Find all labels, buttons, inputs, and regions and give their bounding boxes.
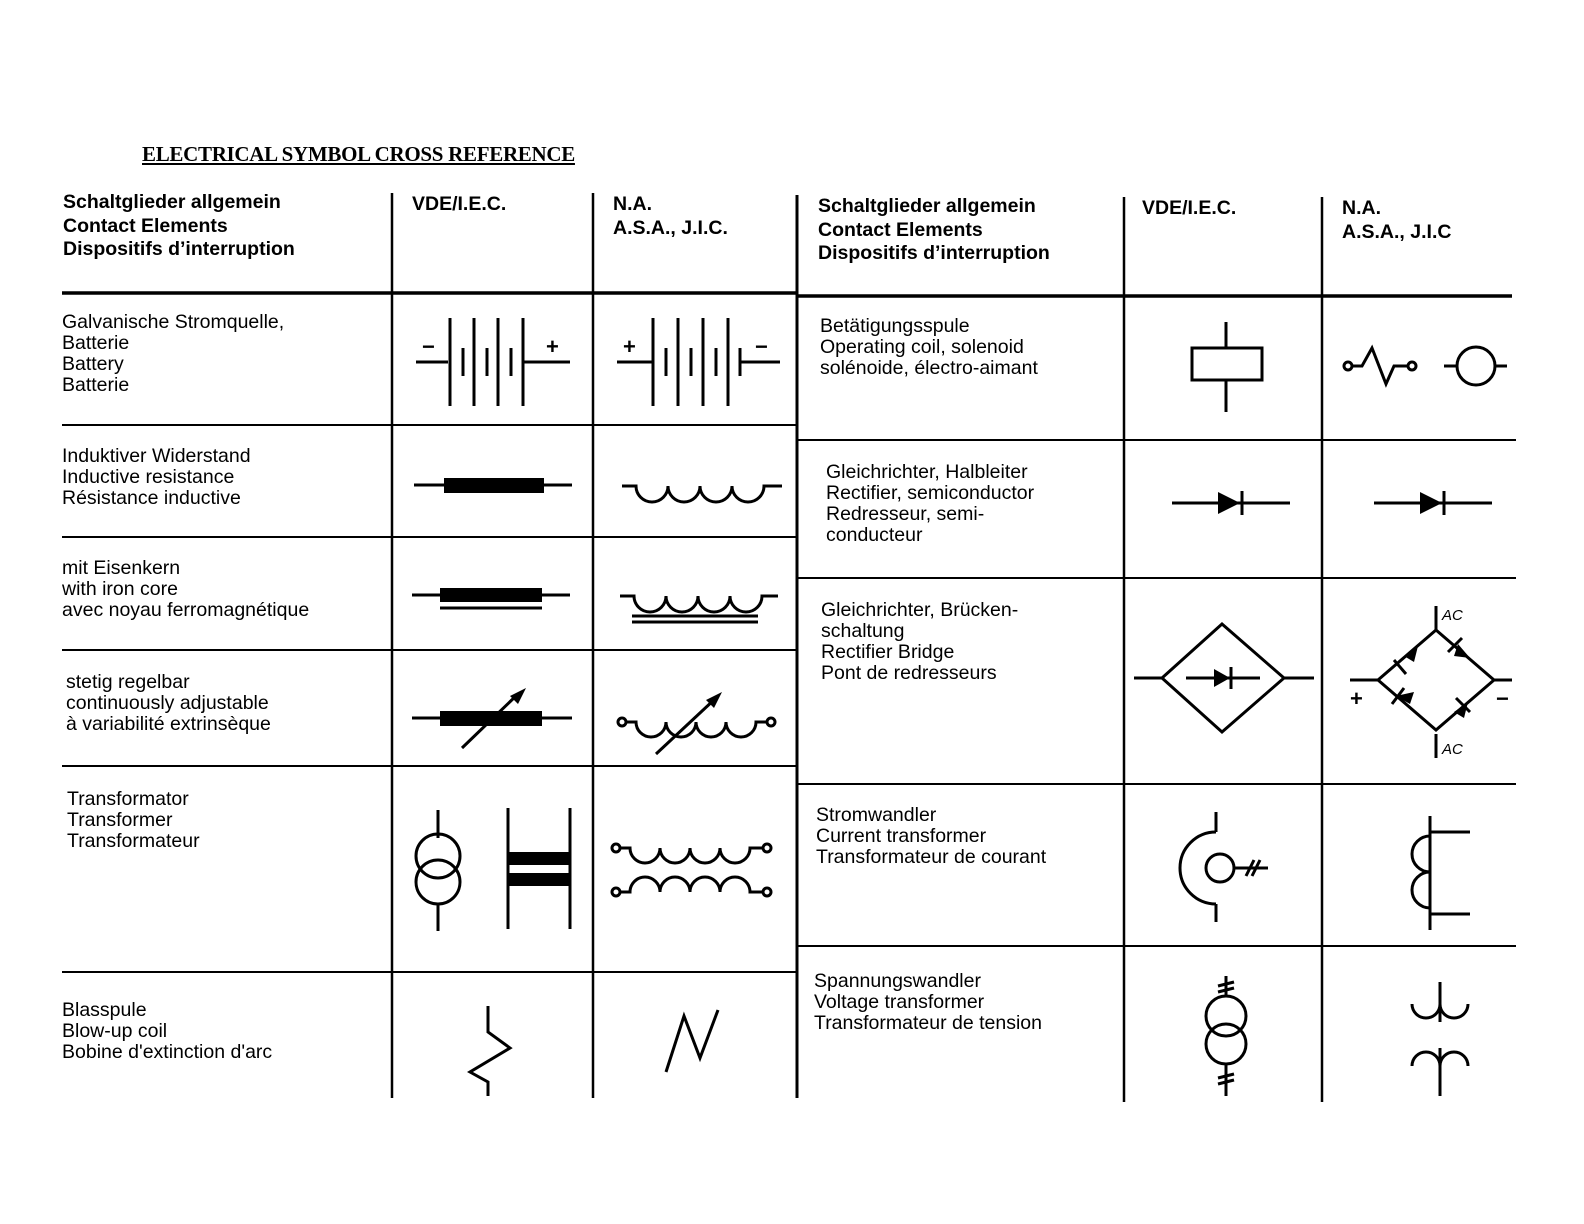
bridge-plus-label: +	[1350, 686, 1363, 711]
rectifier-bridge-vde-icon	[1134, 622, 1324, 737]
blow-out-coil-vde-icon	[462, 1004, 522, 1099]
inductive-resistance-na-icon	[620, 476, 785, 506]
header-category-left: Schaltglieder allgemein Contact Elements Dispositifs d’interruption	[63, 191, 295, 260]
battery-na-icon	[615, 314, 785, 409]
header-vde-right: VDE/I.E.C.	[1142, 197, 1237, 219]
battery-na-minus-label: −	[755, 334, 768, 359]
row-battery-label: Galvanische Stromquelle, Batterie Battery Batterie	[62, 311, 285, 396]
bridge-ac-bottom-label: AC	[1442, 741, 1463, 758]
row-inductive-resistance-label: Induktiver Widerstand Inductive resistance Résistance inductive	[62, 445, 251, 509]
adjustable-na-icon	[616, 694, 786, 759]
operating-coil-na-icon	[1342, 344, 1512, 390]
rectifier-na-icon	[1372, 488, 1497, 518]
blow-out-coil-na-icon	[660, 1008, 730, 1078]
header-na-left: N.A. A.S.A., J.I.C.	[613, 193, 728, 239]
bridge-ac-top-label: AC	[1442, 607, 1463, 624]
header-category-right: Schaltglieder allgemein Contact Elements Dispositifs d’interruption	[818, 195, 1050, 264]
bridge-minus-label: −	[1496, 686, 1509, 711]
row-blow-out-coil-label: Blasspule Blow-up coil Bobine d'extinction d'arc	[62, 999, 273, 1063]
operating-coil-vde-icon	[1188, 320, 1268, 415]
voltage-transformer-na-icon	[1410, 980, 1470, 1100]
page-title: ELECTRICAL SYMBOL CROSS REFERENCE	[142, 142, 575, 166]
inductive-resistance-vde-icon	[412, 470, 577, 500]
current-transformer-na-icon	[1406, 814, 1476, 934]
row-iron-core-label: mit Eisenkern with iron core avec noyau ferromagnétique	[62, 557, 310, 621]
header-na-right: N.A. A.S.A., J.I.C	[1342, 197, 1452, 243]
row-transformer-label: Transformator Transformer Transformateur	[67, 788, 200, 852]
transformer-vde-core-icon	[500, 806, 580, 931]
rectifier-vde-icon	[1170, 488, 1295, 518]
rectifier-bridge-na-icon	[1346, 600, 1516, 760]
transformer-vde-circles-icon	[405, 808, 475, 933]
voltage-transformer-vde-icon	[1200, 974, 1260, 1099]
battery-vde-icon	[410, 314, 580, 409]
row-current-transformer-label: Stromwandler Current transformer Transformateur de courant	[816, 804, 1047, 868]
row-rectifier-bridge-label: Gleichrichter, Brücken- schaltung Rectifier Bridge Pont de redresseurs	[821, 599, 1019, 684]
row-rectifier-label: Gleichrichter, Halbleiter Rectifier, semiconductor Redresseur, semi- conducteur	[826, 461, 1035, 546]
adjustable-vde-icon	[410, 690, 580, 755]
row-adjustable-label: stetig regelbar continuously adjustable à variabilité extrinsèque	[66, 671, 271, 735]
header-vde-left: VDE/I.E.C.	[412, 193, 507, 215]
row-operating-coil-label: Betätigungsspule Operating coil, solenoid solénoide, électro-aimant	[820, 315, 1038, 379]
battery-na-plus-label: +	[623, 334, 636, 359]
battery-minus-label: −	[422, 334, 435, 359]
current-transformer-vde-icon	[1188, 810, 1288, 925]
iron-core-vde-icon	[410, 584, 575, 619]
iron-core-na-icon	[618, 588, 783, 628]
transformer-na-icon	[610, 836, 785, 906]
battery-plus-label: +	[546, 334, 559, 359]
row-voltage-transformer-label: Spannungswandler Voltage transformer Transformateur de tension	[814, 970, 1042, 1034]
